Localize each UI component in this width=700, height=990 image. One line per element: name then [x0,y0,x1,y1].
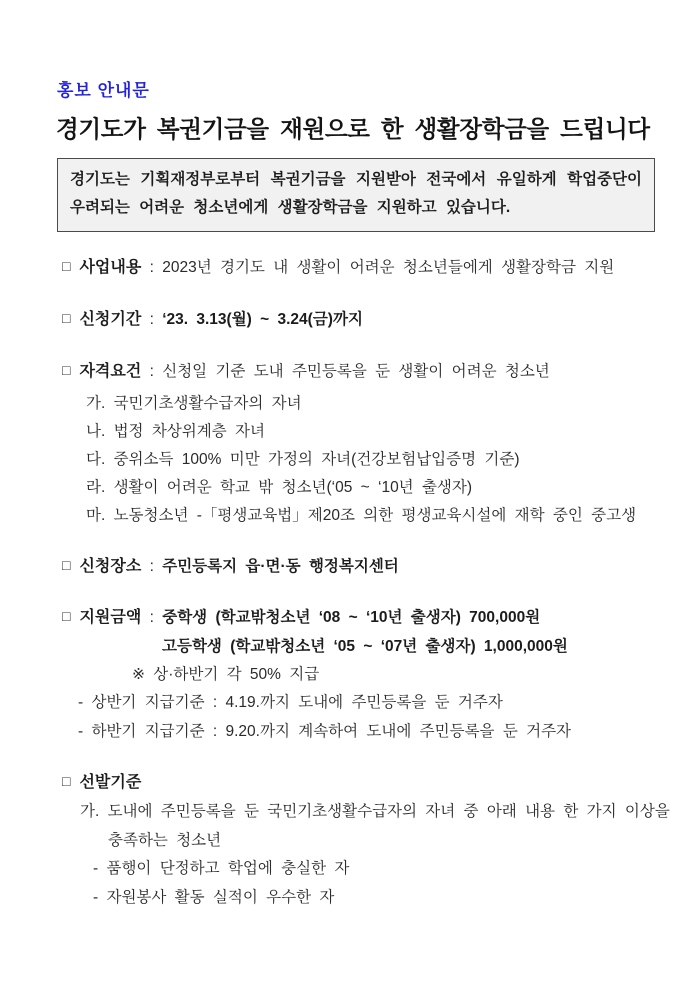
square-bullet-icon: □ [62,310,71,326]
page-title: 경기도가 복권기금을 재원으로 한 생활장학금을 드립니다 [56,116,650,142]
section-period-label: 신청기간 [79,311,142,328]
eligibility-item: 다. 중위소득 100% 미만 가정의 자녀(건강보험납입증명 기준) [86,451,520,468]
square-bullet-icon: □ [62,557,71,573]
label-separator: : [141,363,163,380]
amount-note: ※ 상·하반기 각 50% 지급 [132,666,320,683]
amount-middle-school: 중학생 (학교밖청소년 ‘08 ~ ‘10년 출생자) 700,000원 [162,609,541,626]
section-amount [62,607,540,628]
square-bullet-icon: □ [62,258,71,274]
amount-high-school: 고등학생 (학교밖청소년 ‘05 ~ ‘07년 출생자) 1,000,000원 [162,638,568,655]
square-bullet-icon: □ [62,608,71,624]
section-period-text: ‘23. 3.13(월) ~ 3.24(금)까지 [162,311,363,328]
section-business-text: 2023년 경기도 내 생활이 어려운 청소년들에게 생활장학금 지원 [162,259,615,276]
section-place [62,556,399,577]
selection-sub-item: - 품행이 단정하고 학업에 충실한 자 [93,860,350,877]
label-separator: : [141,311,163,328]
selection-sub-item: - 자원봉사 활동 실적이 우수한 자 [93,889,335,906]
eligibility-item: 라. 생활이 어려운 학교 밖 청소년(‘05 ~ ‘10년 출생자) [86,479,473,496]
intro-summary-box [57,158,655,232]
section-eligibility-label: 자격요건 [79,363,142,380]
section-period [62,309,363,330]
amount-criterion: - 하반기 지급기준 : 9.20.까지 계속하여 도내에 주민등록을 둔 거주자 [78,723,572,740]
label-separator: : [141,558,163,575]
section-eligibility-text: 신청일 기준 도내 주민등록을 둔 생활이 어려운 청소년 [162,363,550,380]
section-eligibility [62,361,550,382]
square-bullet-icon: □ [62,362,71,378]
section-amount-label: 지원금액 [79,609,142,626]
section-place-text: 주민등록지 읍·면·동 행정복지센터 [162,558,399,575]
intro-summary-text: 경기도는 기획재정부로부터 복권기금을 지원받아 전국에서 유일하게 학업중단이 우려되는 어려운 청소년에게 생활장학금을 지원하고 있습니다. [70,171,642,216]
square-bullet-icon: □ [62,773,71,789]
section-selection [62,772,141,793]
section-selection-label: 선발기준 [79,774,142,791]
eligibility-item: 나. 법정 차상위계층 자녀 [86,423,265,440]
eligibility-item: 마. 노동청소년 -「평생교육법」제20조 의한 평생교육시설에 재학 중인 중고생 [86,507,637,524]
amount-criterion: - 상반기 지급기준 : 4.19.까지 도내에 주민등록을 둔 거주자 [78,694,503,711]
label-separator: : [141,259,163,276]
section-business-label: 사업내용 [79,259,142,276]
eligibility-item: 가. 국민기초생활수급자의 자녀 [86,395,302,412]
doc-type-label: 홍보 안내문 [57,81,150,100]
section-place-label: 신청장소 [79,558,142,575]
selection-item-line1: 가. 도내에 주민등록을 둔 국민기초생활수급자의 자녀 중 아래 내용 한 가지 이상을 [80,803,670,820]
label-separator: : [141,609,163,626]
selection-item-line2: 충족하는 청소년 [108,832,222,849]
section-business [62,257,614,278]
